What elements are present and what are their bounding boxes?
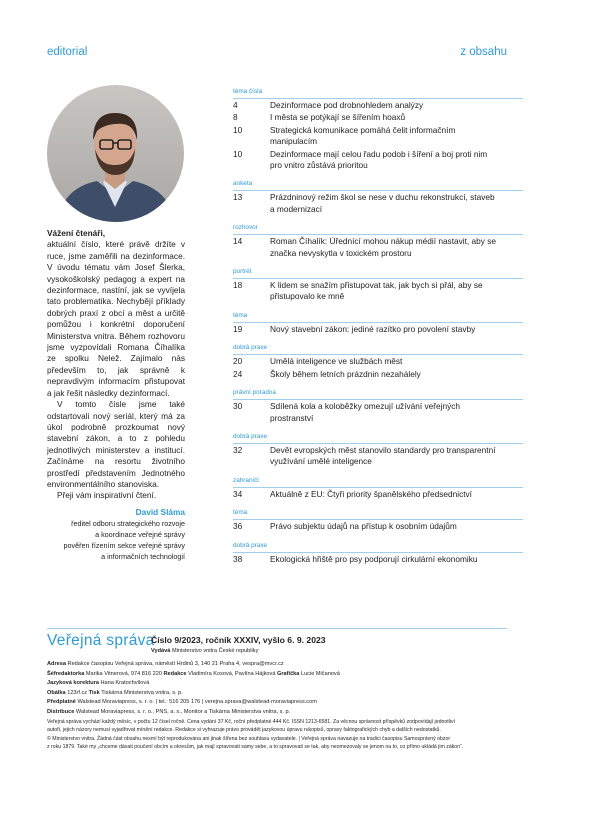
- toc-title-line: Roman Číhalík: Úřednící mohou nákup médií nastavit, aby se: [270, 236, 496, 247]
- legal-line: Veřejná správa vychází každý měsíc, v počtu 12 čísel ročně. Cena vydání 37 Kč, roční předplatné 444 Kč. ISSN 1213-6581. Za věcnou správnost příspěvků zodpovídají jednotliví: [47, 718, 456, 725]
- toc-divider: [233, 190, 523, 191]
- toc-title-line: Právo subjektu údajů na přístup k osobním údajům: [270, 521, 457, 532]
- toc-entry[interactable]: [233, 280, 523, 303]
- toc-title-line: Strategická komunikace pomáhá čelit informačním: [270, 124, 456, 135]
- toc-category: dobrá praxe: [233, 432, 268, 440]
- toc-entry-title: [270, 280, 523, 303]
- toc-entry[interactable]: [233, 401, 523, 424]
- toc-entry[interactable]: [233, 236, 523, 259]
- masthead-divider: [47, 628, 507, 629]
- toc-page-number: 18: [233, 280, 243, 291]
- toc-entry[interactable]: [233, 324, 523, 335]
- toc-title-line: K lidem se snažím přistupovat tak, jak bych si přál, aby se: [270, 280, 483, 291]
- masthead-line: [47, 708, 507, 718]
- masthead-value: Marika Vitnerová, 974 816 220: [84, 670, 164, 677]
- toc-entry-title: [270, 521, 523, 532]
- toc-title-line: Sdílená kola a koloběžky omezují užívání veřejných: [270, 401, 461, 412]
- toc-entry[interactable]: [233, 554, 523, 565]
- toc-entry-title: [270, 112, 523, 123]
- section-label: editorial: [47, 46, 88, 58]
- toc-title-line: prostranství: [270, 412, 314, 423]
- toc-page-number: 10: [233, 124, 243, 135]
- toc-title-line: manipulacím: [270, 136, 318, 147]
- toc-category: dobrá praxe: [233, 541, 268, 549]
- editorial-paragraph: V tomto čísle jsme také odstartovali nový seriál, který má za úkol podrobně prozkoumat nový stavební zákon, a to z pohledu jednotlivých ministerstev a institucí. Začínáme na resortu životního prostředí představením Jednotného environmentálního stanoviska.: [47, 399, 185, 489]
- toc-section: [233, 344, 523, 380]
- legal-line: autoři, jejich názory nemusí vyjadřovat mínění redakce. Redakce si vyhrazuje právo provádět jazykovou úpravu rukopisů, opravy faktografických chyb a dalších nedostatků.: [47, 727, 441, 734]
- toc-entry-title: [270, 324, 523, 335]
- toc-entry[interactable]: [233, 521, 523, 532]
- toc-page-number: 4: [233, 100, 238, 110]
- toc-title-line: Dezinformace mají celou řadu podob i šíření a boj proti nim: [270, 148, 488, 159]
- toc-title-line: značka nevyskytla v toxickém prostoru: [270, 247, 412, 258]
- signature-role: pověřen řízením sekce veřejné správy: [63, 540, 185, 550]
- toc-entry-title: [270, 100, 523, 111]
- editorial-text: [47, 228, 185, 562]
- toc-category: rozhovor: [233, 224, 258, 232]
- editorial-greeting: Vážení čtenáři,: [47, 228, 106, 238]
- toc-category: téma: [233, 509, 248, 517]
- toc-page-number: 8: [233, 112, 238, 123]
- toc-entry[interactable]: [233, 112, 523, 123]
- toc-entry[interactable]: [233, 445, 523, 468]
- toc-page-number: 36: [233, 521, 243, 532]
- toc-page-number: 14: [233, 236, 243, 247]
- toc-section: [233, 180, 523, 215]
- toc-section: [233, 268, 523, 303]
- toc-entry-title: [270, 369, 523, 380]
- toc-entry-title: [270, 125, 523, 148]
- toc-page-number: 19: [233, 323, 243, 334]
- toc-title-line: přistupovalo ke mně: [270, 291, 345, 302]
- toc-divider: [233, 399, 523, 400]
- toc-section: [233, 389, 523, 424]
- toc-entry[interactable]: [233, 489, 523, 500]
- toc-title-line: Dezinformace pod drobnohledem analýzy: [270, 100, 424, 110]
- masthead-value: Tiskárna Ministerstva vnitra, s. p.: [99, 689, 183, 696]
- toc-divider: [233, 354, 523, 355]
- editorial-paragraph: Přeji vám inspirativní čtení.: [57, 490, 157, 501]
- signature-role: a koordinace veřejné správy: [95, 529, 185, 539]
- toc-page-number: 38: [233, 553, 243, 564]
- magazine-title: Veřejná správa: [47, 632, 155, 649]
- toc-entry-title: [270, 489, 523, 500]
- toc-divider: [233, 552, 523, 553]
- toc-divider: [233, 234, 523, 235]
- toc-title-line: Ekologická hřiště pro psy podporují cirkulární ekonomiku: [270, 553, 478, 564]
- publisher-name: Ministerstvo vnitra České republiky: [171, 648, 259, 654]
- masthead-label: Obálka: [47, 689, 66, 696]
- toc-page-number: 10: [233, 148, 243, 159]
- toc-title-line: pro vnitro zůstává prioritou: [270, 160, 368, 171]
- issue-info: Číslo 9/2023, ročník XXXIV, vyšlo 6. 9. 2023: [151, 635, 326, 645]
- signature-role: a informačních technologií: [101, 551, 185, 561]
- toc-section: [233, 477, 523, 500]
- toc-title-line: Nový stavební zákon: jediné razítko pro povolení stavby: [270, 323, 476, 334]
- toc-entry[interactable]: [233, 100, 523, 111]
- toc-label: z obsahu: [460, 46, 507, 58]
- toc-entry[interactable]: [233, 369, 523, 380]
- signature-role: ředitel odboru strategického rozvoje: [71, 518, 185, 528]
- toc-category: zahraničí: [233, 476, 259, 484]
- masthead-value: Walstead Moraviapress, s. r. o., PNS, a. s., Monitor a Tiskárna Ministerstva vnitra, s. p.: [74, 708, 291, 715]
- toc-category: téma čísla: [233, 88, 263, 95]
- toc-entry[interactable]: [233, 192, 523, 215]
- toc-entry-title: [270, 236, 523, 259]
- toc-entry[interactable]: [233, 125, 523, 148]
- masthead-value: Walstead Moraviapress, s. r. o. | tel.: 516 205 176 | verejna.sprava@walstead-moraviapress.com: [75, 699, 317, 706]
- toc-entry-title: [270, 192, 523, 215]
- toc-category: téma: [233, 311, 248, 319]
- toc-page-number: 20: [233, 356, 243, 367]
- toc-section: [233, 312, 523, 335]
- toc-page-number: 30: [233, 401, 243, 412]
- masthead-line: [47, 670, 507, 680]
- toc-title-line: využívání umělé inteligence: [270, 456, 372, 467]
- toc-entry-title: [270, 401, 523, 424]
- toc-title-line: Prázdninový režim škol se nese v duchu rekonstrukcí, staveb: [270, 192, 495, 203]
- masthead-label: Jazyková korektura: [47, 680, 99, 687]
- toc-title-line: Školy během letních prázdnin nezahálely: [270, 368, 421, 379]
- toc-title-line: a modernizací: [270, 203, 323, 214]
- masthead-value: Hana Kratochvílová: [98, 680, 150, 687]
- publisher-line: [151, 648, 258, 654]
- toc-divider: [233, 322, 523, 323]
- toc-section: [233, 509, 523, 532]
- toc-category: dobrá praxe: [233, 344, 268, 352]
- masthead-label: Předplatné: [47, 699, 76, 706]
- masthead-label: Distribuce: [47, 708, 75, 715]
- toc-entry[interactable]: [233, 149, 523, 172]
- toc-title-line: Aktuálně z EU: Čtyři priority španělského předsednictví: [270, 488, 472, 499]
- toc-page-number: 13: [233, 192, 243, 203]
- signature: [47, 507, 185, 562]
- masthead-line: [47, 698, 507, 708]
- toc-section: [233, 433, 523, 468]
- masthead-label: Adresa: [47, 661, 66, 667]
- toc-page-number: 24: [233, 368, 243, 379]
- masthead-label: Šéfredaktorka: [47, 670, 85, 677]
- masthead-value: Vladimíra Kosová, Pavlína Hájková: [186, 670, 278, 677]
- toc-entry[interactable]: [233, 356, 523, 367]
- toc-divider: [233, 443, 523, 444]
- toc-divider: [233, 98, 523, 99]
- toc-category: právní poradna: [233, 389, 276, 397]
- toc-entry-title: [270, 445, 523, 468]
- toc-divider: [233, 519, 523, 520]
- toc-page-number: 32: [233, 444, 243, 455]
- author-photo: [47, 85, 184, 222]
- table-of-contents: [233, 88, 523, 574]
- toc-entry-title: [270, 554, 523, 565]
- masthead-value: Redakce časopisu Veřejná správa, náměstí Hrdinů 3, 140 21 Praha 4, vespra@mvcr.cz: [65, 661, 284, 667]
- legal-line: z roku 1879. Také my „chceme dávati poučení obcím a okresům, jak mají spravovati samy sebe, a to spravovati se tak, aby neomezovaly se jenom na to, co přímo ukládá jim zákon“.: [47, 744, 464, 751]
- toc-entry-title: [270, 149, 523, 172]
- toc-title-line: I města se potýkají se šířením hoaxů: [270, 112, 406, 123]
- toc-section: [233, 542, 523, 565]
- toc-title-line: Devět evropských měst stanovilo standardy pro transparentní: [270, 444, 496, 455]
- masthead-value: 123rf.cz: [65, 689, 89, 696]
- toc-section: [233, 224, 523, 259]
- publisher-label: Vydává: [151, 648, 171, 654]
- toc-page-number: 34: [233, 488, 243, 499]
- masthead-line: [47, 679, 507, 689]
- signature-name: David Sláma: [135, 506, 185, 517]
- editorial-paragraph: aktuální číslo, které právě držíte v ruce, jsme zaměřili na dezinformace. V úvodu tématu vám Josef Šlerka, vysokoškolský pedagog a expert na dezinformace, nastíní, jak se vyvíjela tato problematika. Nechybějí příklady dobrých praxí z obcí a měst a určitě pomůžou i konkrétní doporučení Ministerstva vnitra. Během rozhovoru jsme vyzpovídali Romana Číhalíka ze spolku Nelež. Zajímalo nás především to, jak správně k nepravdivým informacím přistupovat a jak řešit následky dezinformací.: [47, 239, 185, 398]
- masthead-label: Tisk: [88, 689, 100, 696]
- toc-category: portrét: [233, 268, 252, 276]
- masthead-line: [47, 660, 507, 670]
- masthead-label: Grafička: [277, 670, 300, 677]
- masthead-details: [47, 660, 507, 752]
- legal-line: © Ministerstvo vnitra. Žádná část obsahu nesmí být reprodukována ani jinak šířena bez souhlasu vydavatele. | Veřejná správa navazuje na tradici časopisu Samosprávný obzor: [47, 735, 451, 742]
- toc-divider: [233, 278, 523, 279]
- masthead-value: Lucie Mičanová: [299, 670, 340, 677]
- toc-section: [233, 88, 523, 171]
- toc-title-line: Umělá inteligence ve službách měst: [270, 356, 403, 367]
- toc-divider: [233, 487, 523, 488]
- toc-category: anketa: [233, 180, 253, 188]
- masthead-label: Redakce: [163, 670, 187, 677]
- masthead-line: [47, 689, 507, 699]
- toc-entry-title: [270, 356, 523, 367]
